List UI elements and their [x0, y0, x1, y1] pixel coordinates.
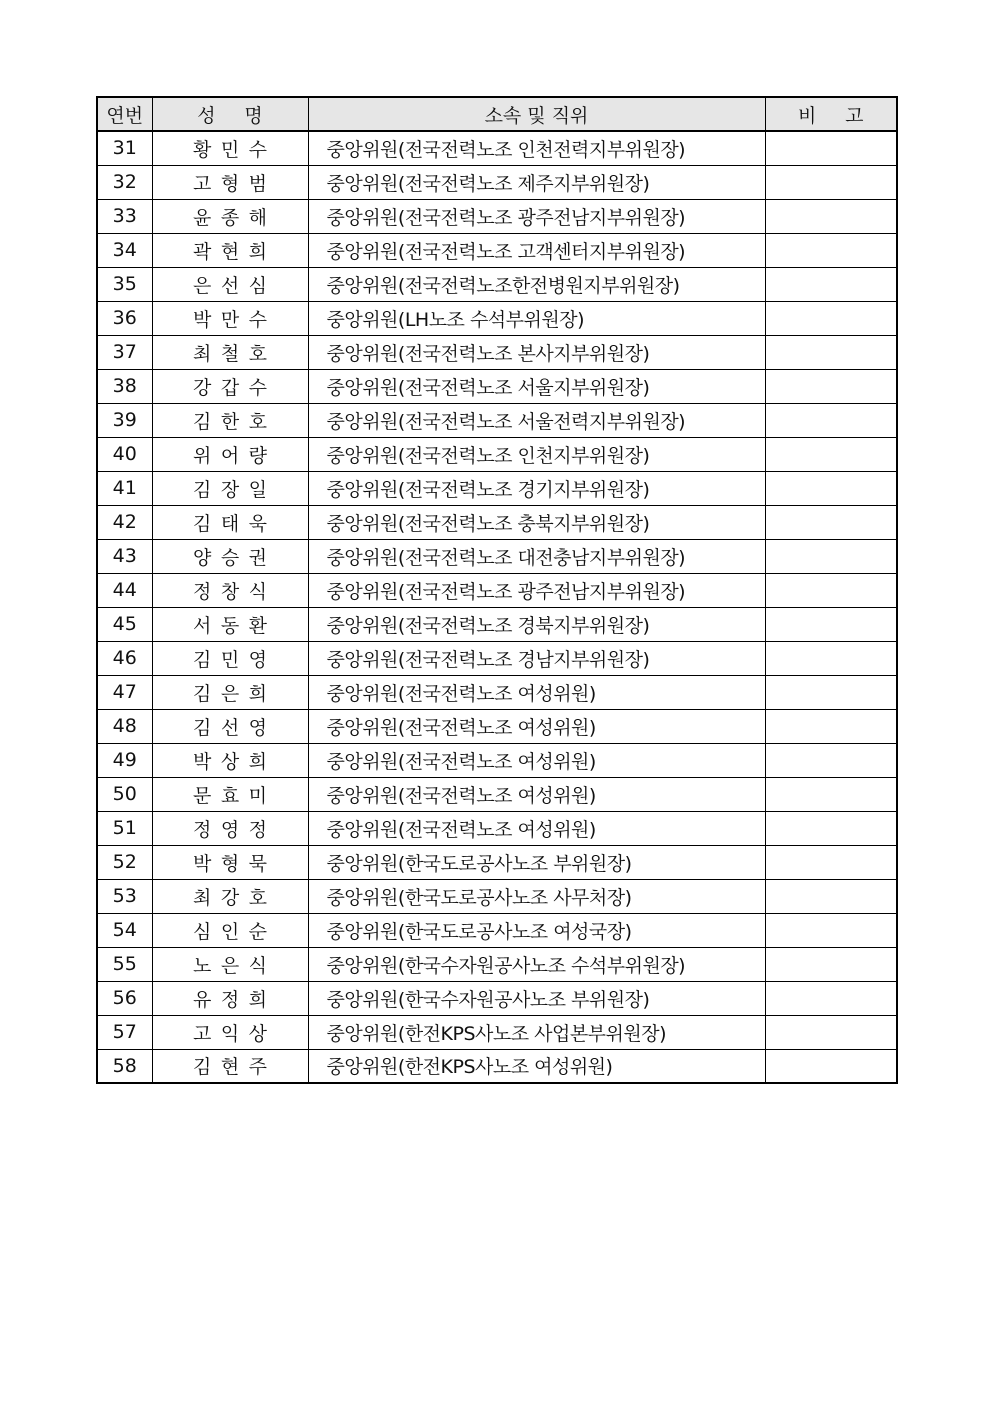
- member-name: 서동환: [152, 607, 308, 641]
- member-affiliation: 중앙위원(전국전력노조 서울전력지부위원장): [308, 403, 765, 437]
- member-name: 문효미: [152, 777, 308, 811]
- row-number: 44: [97, 573, 152, 607]
- member-name: 은선심: [152, 267, 308, 301]
- table-row: [97, 777, 897, 811]
- header-affiliation: 소속 및 직위: [308, 97, 765, 131]
- row-number: 34: [97, 233, 152, 267]
- header-no: 연번: [97, 97, 152, 131]
- member-affiliation: 중앙위원(한국도로공사노조 사무처장): [308, 879, 765, 913]
- row-number: 31: [97, 131, 152, 165]
- row-number: 52: [97, 845, 152, 879]
- row-number: 36: [97, 301, 152, 335]
- member-affiliation: 중앙위원(한국도로공사노조 부위원장): [308, 845, 765, 879]
- member-name: 곽현희: [152, 233, 308, 267]
- table-row: [97, 607, 897, 641]
- row-number: 38: [97, 369, 152, 403]
- header-note: 비 고: [765, 97, 897, 131]
- member-name: 김민영: [152, 641, 308, 675]
- header-name: 성 명: [152, 97, 308, 131]
- member-name: 김선영: [152, 709, 308, 743]
- member-note: [765, 913, 897, 947]
- member-note: [765, 165, 897, 199]
- member-name: 최강호: [152, 879, 308, 913]
- member-affiliation: 중앙위원(한전KPS사노조 여성위원): [308, 1049, 765, 1083]
- table-row: [97, 437, 897, 471]
- member-note: [765, 335, 897, 369]
- row-number: 45: [97, 607, 152, 641]
- member-note: [765, 301, 897, 335]
- member-note: [765, 437, 897, 471]
- row-number: 49: [97, 743, 152, 777]
- member-name: 위어량: [152, 437, 308, 471]
- table-row: [97, 505, 897, 539]
- table-header: [97, 97, 897, 131]
- member-affiliation: 중앙위원(LH노조 수석부위원장): [308, 301, 765, 335]
- member-name: 정영정: [152, 811, 308, 845]
- member-name: 김현주: [152, 1049, 308, 1083]
- table-row: [97, 947, 897, 981]
- member-affiliation: 중앙위원(전국전력노조 여성위원): [308, 777, 765, 811]
- row-number: 39: [97, 403, 152, 437]
- member-note: [765, 879, 897, 913]
- member-name: 박만수: [152, 301, 308, 335]
- member-note: [765, 811, 897, 845]
- member-note: [765, 981, 897, 1015]
- table-row: [97, 233, 897, 267]
- member-name: 고익상: [152, 1015, 308, 1049]
- row-number: 43: [97, 539, 152, 573]
- row-number: 35: [97, 267, 152, 301]
- row-number: 48: [97, 709, 152, 743]
- member-affiliation: 중앙위원(한국도로공사노조 여성국장): [308, 913, 765, 947]
- table-row: [97, 675, 897, 709]
- member-note: [765, 539, 897, 573]
- member-affiliation: 중앙위원(전국전력노조 경북지부위원장): [308, 607, 765, 641]
- member-affiliation: 중앙위원(전국전력노조 제주지부위원장): [308, 165, 765, 199]
- table-row: [97, 913, 897, 947]
- member-affiliation: 중앙위원(전국전력노조 인천지부위원장): [308, 437, 765, 471]
- member-name: 양승권: [152, 539, 308, 573]
- member-note: [765, 947, 897, 981]
- member-affiliation: 중앙위원(한국수자원공사노조 부위원장): [308, 981, 765, 1015]
- row-number: 40: [97, 437, 152, 471]
- row-number: 55: [97, 947, 152, 981]
- member-roster-table: [96, 96, 898, 1084]
- table-row: [97, 131, 897, 165]
- table-body: [97, 131, 897, 1083]
- row-number: 51: [97, 811, 152, 845]
- table-row: [97, 743, 897, 777]
- member-affiliation: 중앙위원(한전KPS사노조 사업본부위원장): [308, 1015, 765, 1049]
- row-number: 54: [97, 913, 152, 947]
- row-number: 56: [97, 981, 152, 1015]
- table-row: [97, 981, 897, 1015]
- member-note: [765, 369, 897, 403]
- row-number: 57: [97, 1015, 152, 1049]
- row-number: 33: [97, 199, 152, 233]
- member-affiliation: 중앙위원(전국전력노조 광주전남지부위원장): [308, 199, 765, 233]
- member-affiliation: 중앙위원(전국전력노조한전병원지부위원장): [308, 267, 765, 301]
- member-affiliation: 중앙위원(전국전력노조 충북지부위원장): [308, 505, 765, 539]
- member-affiliation: 중앙위원(전국전력노조 경남지부위원장): [308, 641, 765, 675]
- table-row: [97, 165, 897, 199]
- member-affiliation: 중앙위원(전국전력노조 광주전남지부위원장): [308, 573, 765, 607]
- member-name: 정창식: [152, 573, 308, 607]
- member-note: [765, 233, 897, 267]
- member-name: 황민수: [152, 131, 308, 165]
- table-row: [97, 641, 897, 675]
- member-name: 강갑수: [152, 369, 308, 403]
- member-note: [765, 573, 897, 607]
- table-row: [97, 709, 897, 743]
- row-number: 58: [97, 1049, 152, 1083]
- header-row: [97, 97, 897, 131]
- table-row: [97, 811, 897, 845]
- table-row: [97, 199, 897, 233]
- member-name: 윤종해: [152, 199, 308, 233]
- member-name: 김태욱: [152, 505, 308, 539]
- member-name: 박형묵: [152, 845, 308, 879]
- member-note: [765, 641, 897, 675]
- member-affiliation: 중앙위원(전국전력노조 여성위원): [308, 675, 765, 709]
- table-row: [97, 335, 897, 369]
- member-affiliation: 중앙위원(한국수자원공사노조 수석부위원장): [308, 947, 765, 981]
- member-note: [765, 709, 897, 743]
- row-number: 41: [97, 471, 152, 505]
- member-affiliation: 중앙위원(전국전력노조 대전충남지부위원장): [308, 539, 765, 573]
- member-note: [765, 1015, 897, 1049]
- table-row: [97, 471, 897, 505]
- member-affiliation: 중앙위원(전국전력노조 서울지부위원장): [308, 369, 765, 403]
- member-note: [765, 505, 897, 539]
- member-note: [765, 267, 897, 301]
- table-row: [97, 879, 897, 913]
- member-affiliation: 중앙위원(전국전력노조 고객센터지부위원장): [308, 233, 765, 267]
- table-row: [97, 1015, 897, 1049]
- row-number: 32: [97, 165, 152, 199]
- member-name: 최철호: [152, 335, 308, 369]
- table-row: [97, 403, 897, 437]
- member-name: 박상희: [152, 743, 308, 777]
- member-note: [765, 607, 897, 641]
- member-affiliation: 중앙위원(전국전력노조 경기지부위원장): [308, 471, 765, 505]
- member-affiliation: 중앙위원(전국전력노조 본사지부위원장): [308, 335, 765, 369]
- row-number: 37: [97, 335, 152, 369]
- member-name: 김은희: [152, 675, 308, 709]
- member-note: [765, 471, 897, 505]
- row-number: 47: [97, 675, 152, 709]
- member-name: 고형범: [152, 165, 308, 199]
- member-name: 유정희: [152, 981, 308, 1015]
- member-affiliation: 중앙위원(전국전력노조 여성위원): [308, 709, 765, 743]
- table-row: [97, 301, 897, 335]
- member-note: [765, 199, 897, 233]
- member-note: [765, 675, 897, 709]
- member-note: [765, 131, 897, 165]
- table-row: [97, 369, 897, 403]
- row-number: 42: [97, 505, 152, 539]
- member-affiliation: 중앙위원(전국전력노조 여성위원): [308, 811, 765, 845]
- member-affiliation: 중앙위원(전국전력노조 인천전력지부위원장): [308, 131, 765, 165]
- member-note: [765, 743, 897, 777]
- row-number: 46: [97, 641, 152, 675]
- row-number: 50: [97, 777, 152, 811]
- member-note: [765, 845, 897, 879]
- member-note: [765, 777, 897, 811]
- table-row: [97, 1049, 897, 1083]
- row-number: 53: [97, 879, 152, 913]
- member-name: 김한호: [152, 403, 308, 437]
- member-name: 심인순: [152, 913, 308, 947]
- member-name: 노은식: [152, 947, 308, 981]
- table-row: [97, 573, 897, 607]
- table-row: [97, 845, 897, 879]
- member-note: [765, 403, 897, 437]
- member-note: [765, 1049, 897, 1083]
- member-affiliation: 중앙위원(전국전력노조 여성위원): [308, 743, 765, 777]
- table-row: [97, 267, 897, 301]
- member-name: 김장일: [152, 471, 308, 505]
- table-row: [97, 539, 897, 573]
